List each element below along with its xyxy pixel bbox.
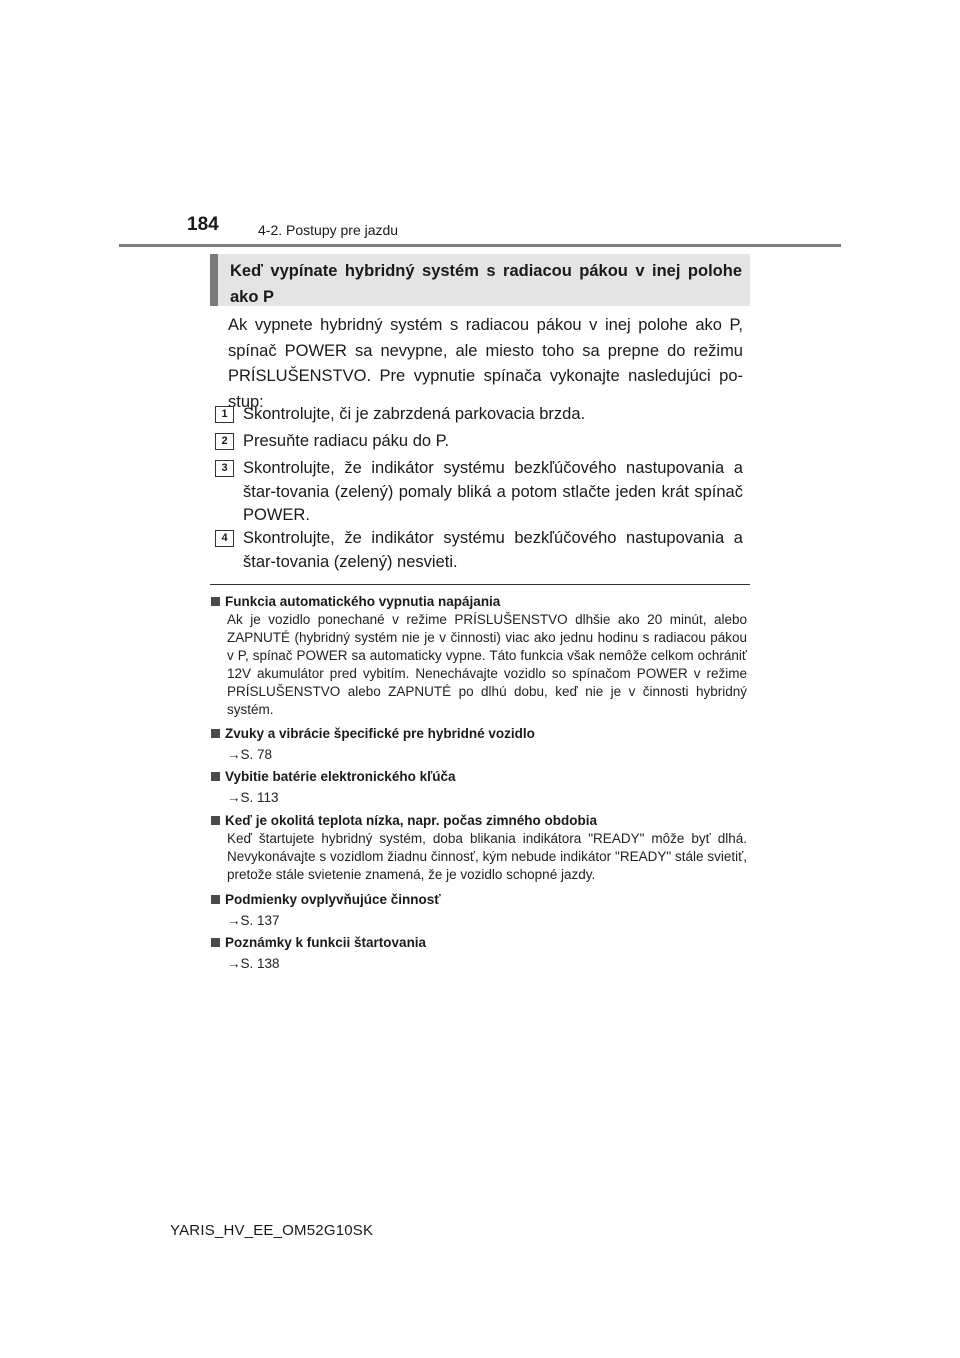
square-bullet-icon [211,597,220,606]
step-number: 3 [215,460,234,477]
step-number: 4 [215,530,234,547]
note-ref: →S. 78 [227,747,273,762]
square-bullet-icon [211,729,220,738]
note-title [210,934,747,952]
note-title [210,768,747,786]
square-bullet-icon [211,816,220,825]
step-text: Skontrolujte, či je zabrzdená parkovacia brzda. [243,405,586,423]
note-title [210,891,747,909]
note-title-text: Podmienky ovplyvňujúce činnosť [225,892,441,907]
step-number: 1 [215,406,234,423]
note-ref: →S. 137 [227,913,280,928]
note-title-text: Keď je okolitá teplota nízka, napr. počas zimného obdobia [225,813,598,828]
step-text: Skontrolujte, že indikátor systému bezkľúčového nastupovania a štar-tovania (zelený) nesvieti. [243,529,743,571]
footer-document-code: YARIS_HV_EE_OM52G10SK [170,1222,374,1239]
note-low-temperature [210,812,747,884]
header-rule [119,244,841,247]
note-ref: →S. 138 [227,956,280,971]
note-body: Ak je vozidlo ponechané v režime PRÍSLUŠENSTVO dlhšie ako 20 minút, alebo ZAPNUTÉ (hybridný systém nie je v činnosti) viac ako jednu hodinu s radiacou pákou v P, spínač POWER sa automaticky vypne. Táto funkcia však nemôže celkom ochrániť 12V akumulátor pred vybitím. Nenechávajte vozidlo so spínačom POWER v režime PRÍSLUŠENSTVO alebo ZAPNUTÉ po dlhú dobu, keď nie je v činnosti hybridný systém. [227,612,747,717]
note-title [210,725,747,743]
note-ref: →S. 113 [227,790,279,805]
note-body: Keď štartujete hybridný systém, doba blikania indikátora "READY" môže byť dlhá. Nevykonávajte s vozidlom žiadnu činnosť, kým nebude indikátor "READY" stále svietiť, pretože stále svietenie znamená, že je vozidlo schopné jazdy. [227,831,747,882]
note-title-text: Zvuky a vibrácie špecifické pre hybridné vozidlo [225,726,535,741]
note-auto-power-off [210,593,747,719]
note-title [210,593,747,611]
note-title [210,812,747,830]
note-key-battery [210,768,747,808]
note-title-text: Poznámky k funkcii štartovania [225,935,427,950]
note-title-text: Vybitie batérie elektronického kľúča [225,769,456,784]
step-number: 2 [215,433,234,450]
title-box: Keď vypínate hybridný systém s radiacou pákou v inej polohe ako P [210,254,750,306]
note-starting-function [210,934,747,974]
square-bullet-icon [211,895,220,904]
page-number: 184 [187,214,219,235]
note-operating-conditions [210,891,747,931]
section-header: 4-2. Postupy pre jazdu [258,222,399,238]
square-bullet-icon [211,772,220,781]
step-text: Presuňte radiacu páku do P. [243,432,450,450]
note-title-text: Funkcia automatického vypnutia napájania [225,594,501,609]
step-text: Skontrolujte, že indikátor systému bezkľúčového nastupovania a štar-tovania (zelený) pomaly bliká a potom stlačte jeden krát spínač POWER. [243,459,743,524]
intro-paragraph: Ak vypnete hybridný systém s radiacou pákou v inej polohe ako P, spínač POWER sa nevypne, ale miesto toho sa prepne do režimu PRÍSLUŠENSTVO. Pre vypnutie spínača vykonajte nasledujúci po-stup: [228,316,743,411]
note-sounds-vibrations [210,725,747,765]
square-bullet-icon [211,938,220,947]
divider [210,584,750,585]
